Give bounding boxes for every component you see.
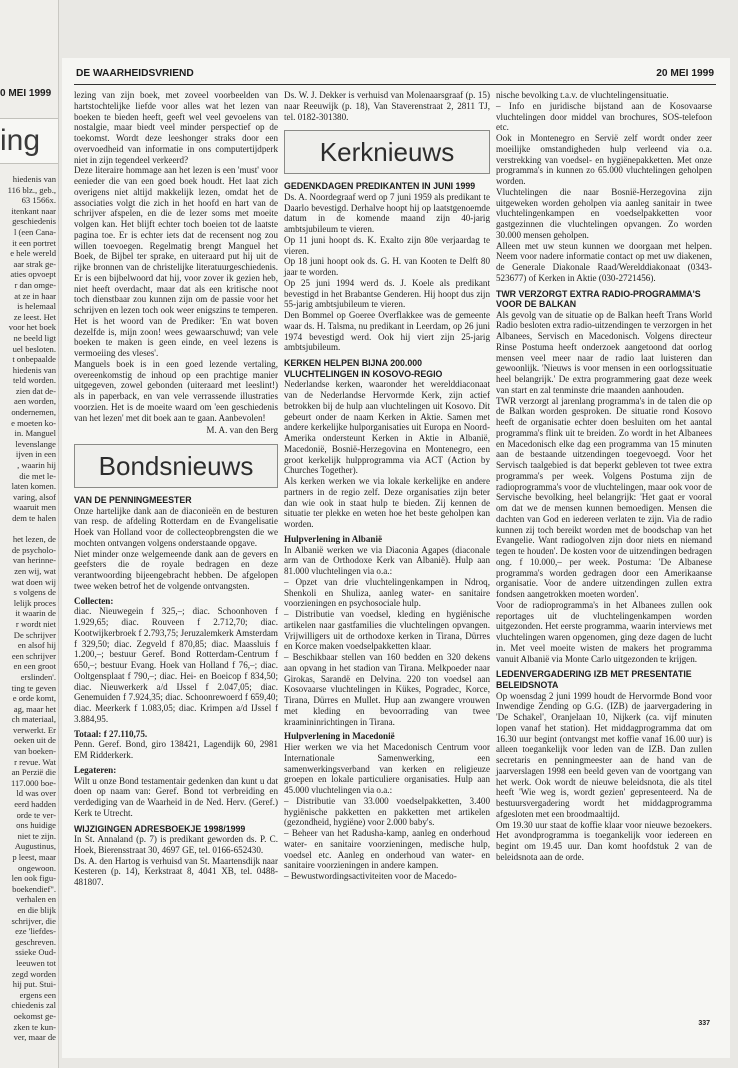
bondsnieuws-section-title: Bondsnieuws (74, 444, 278, 488)
totaal-label: Totaal: f 27.110,75. (74, 728, 148, 739)
previous-page-line: leeuwen tot (16, 957, 56, 968)
previous-page-line: ijven in een (15, 449, 56, 460)
paragraph: – Beschikbaar stellen van 160 bedden en 320 dekens aan opvang in het stadion van Tirana. Melkpoeder naar Girokas, Sarandë en Delvina. 220 ton voedsel aan Kosovaarse vluchtelingen in Kükes, Pogradec, Korce, Tirana, Dürres en Mullet. Hup aan zwangere vrouwen met kleding en bevoorrading van twee kraamininrichtingen in Tirana. (284, 652, 490, 727)
previous-page-line: itenkant naar (11, 205, 56, 216)
previous-page-line: waaruit men (13, 502, 56, 513)
previous-page-line: aen worden, (14, 396, 56, 407)
previous-page-line: teld worden. (13, 375, 56, 386)
previous-page-line: ld was over (16, 788, 56, 799)
previous-page-line: wat doen wij (11, 576, 56, 587)
paragraph: Op 11 juni hoopt ds. K. Exalto zijn 80e verjaardag te vieren. (284, 234, 490, 256)
previous-page-line: ne beeld ligt (13, 332, 56, 343)
paragraph: In Albanië werken we via Diaconia Agapes (diaconale arm van de Orthodoxe Kerk van Albanië). Hulp aan 81.000 vluchtelingen via o.a.: (284, 544, 490, 577)
paragraph: lezing van zijn boek, met zoveel voorbeelden van hartstochtelijke liefde voor alles wat het lezen van boeken te bieden heeft, geeft wel veel gevoelens van nostalgie, maar biedt veel minder perspectief op de toekomst. Wordt deze leeshonger straks door een overvoedheid van informatie in ons computertijdperk niet in zijn tegendeel verkeerd? (74, 90, 278, 165)
previous-page-line: r dan omge- (14, 279, 56, 290)
previous-page-line: s volgens de (13, 587, 56, 598)
paragraph: Vluchtelingen die naar Bosnië-Herzegovina zijn uitgeweken worden geholpen via aanleg sanitair in twee vluchtelingenkampen en voedselpakketten voor gastgezinnen die vluchtelingen opvangen. Zo worden 30.000 mensen geholpen. (496, 186, 712, 240)
previous-page-line: ondernemen, (11, 407, 56, 418)
kosovo-heading: KERKEN HELPEN BIJNA 200.000 VLUCHTELINGEN IN KOSOVO-REGIO (284, 358, 443, 379)
previous-page-line: ch materiaal, (11, 714, 56, 725)
totaal-text: Penn. Geref. Bond, giro 138421, Lagendijk 60, 2981 EM Ridderkerk. (74, 739, 278, 761)
paragraph: Hier werken we via het Macedonisch Centrum voor Internationale Samenwerking, een samenwerkingsverband van kerken en religieuze groepen en lokale particuliere organisaties. Hulp aan 45.000 vluchtelingen via o.a.: (284, 742, 490, 796)
previous-page-line: oeken uit de (14, 735, 56, 746)
paragraph: Deze literaire hommage aan het lezen is een 'must' voor eenieder die van een goed boek houdt. Het laat zich overigens niet altijd makkelijk lezen, omdat het de associaties volgt die zich in het hoofd en hart van de schrijver afspelen, en die de lezer soms met moeite volgen kan. Het blijft echter toch boeien tot de laatste pagina toe. Er is echter iets dat de recensent nog zou willen toevoegen. Regelmatig brengt Manguel het Boek, de Bijbel ter sprake, en uiteraard put hij uit de rijke bronnen van de christelijke literatuurgeschiedenis. Er is een bijbelwoord dat hij, voor zover ik gezien heb, niet heeft overdacht, maar dat als een kritische noot toch dienstbaar zou kunnen zijn om de passie voor het schrijven en lezen toch ook weer enigszins te temperen. Het is het woord van de Prediker: 'En wat boven dezelfde is, mijn zoon! wees gewaarschuwd; van vele boeken te maken is geen einde, en veel lezens is vermoeiing des vleses'. (74, 165, 278, 358)
previous-page-line: aar strak ge- (13, 258, 56, 269)
previous-page-line: schrijver, die (11, 915, 56, 926)
previous-page-line: Augustinus, (14, 841, 56, 852)
previous-page-line: en die blijk (17, 904, 56, 915)
previous-page-line: ze leest. Het (13, 311, 56, 322)
previous-page-line: uel besloten. (12, 343, 56, 354)
previous-page-line: e moeten ko- (11, 417, 56, 428)
previous-page-line: ssieke Oud- (15, 947, 56, 958)
previous-page-line: boekendief". (12, 883, 56, 894)
previous-page-line: laten komen. (11, 481, 56, 492)
column-2 (284, 90, 490, 882)
previous-page-line: zegd worden (11, 968, 56, 979)
paragraph: Als gevolg van de situatie op de Balkan heeft Trans World Radio besloten extra radio-uitzendingen te verzorgen in het Albanees, Servisch en Macedonisch. Volgens directeur Rinse Postuma heeft onderzoek aangetoond dat oorlog mensen veel meer naar de radio laat luisteren dan gewoonlijk. 'Nieuws is voor mensen in een oorlogssituatie heel belangrijk.' De extra programmering gaat deze week van start en zal tenminste drie maanden aanhouden. (496, 309, 712, 395)
adresboekje-text-1: In St. Annaland (p. 7) is predikant geworden ds. P. C. Hoek, Bierensstraat 30, 4697 GE, tel. 0166-652430. (74, 834, 278, 855)
page-number: 337 (698, 1020, 710, 1027)
kosovo-continued-text (496, 90, 712, 284)
paragraph: – Opzet van drie vluchtelingenkampen in Ndroq, Shenkoli en Shuliza, aanleg water- en sanitaire voorzieningen en psychosociale hulp. (284, 576, 490, 609)
previous-page-line: geschreven. (15, 936, 56, 947)
publication-title: DE WAARHEIDSVRIEND (76, 68, 194, 79)
previous-page-line: ag, maar het (13, 703, 56, 714)
paragraph: Ds. A. Noordegraaf werd op 7 juni 1959 als predikant te Daarlo bevestigd. Derhalve hoopt hij op laatstgenoemde datum in de komende maand zijn 40-jarig ambtsjubileum te vieren. (284, 191, 490, 235)
paragraph: Nederlandse kerken, waaronder het werelddiaconaat van de Nederlandse Hervormde Kerk, zijn actief betrokken bij de hulp aan vluchtelingen uit Kosovo. Dit gebeurt onder de naam Kerken in Aktie. Samen met andere kerkelijke hulporganisaties uit Europa en Noord-Amerika ondersteunt Kerken in Aktie in Albanië, Macedonië, Bosnië-Herzegovina en Montenegro, een groot kerkelijk hulpprogramma via ACT (Action by Churches Together). (284, 379, 490, 476)
newspaper-page (62, 58, 730, 1058)
previous-page-line: die met le- (19, 470, 56, 481)
previous-page-line: eerd hadden (14, 799, 56, 810)
previous-page-line: hiedenis van (12, 364, 56, 375)
previous-page-line: ting te geven (11, 682, 56, 693)
previous-page-line: De schrijver (13, 629, 56, 640)
previous-page-text (0, 174, 56, 1043)
previous-page-line: van herinne- (12, 555, 56, 566)
previous-page-line: it een portret (12, 237, 56, 248)
previous-page-line: ongewoon. (18, 862, 56, 873)
previous-page-line: ver, maar de (13, 1032, 56, 1043)
previous-page-line: hiedenis van (12, 174, 56, 184)
previous-page-line: de psycholo- (11, 544, 56, 555)
previous-page-line: r wordt niet (15, 618, 56, 629)
gedenkdagen-text (284, 192, 490, 353)
paragraph: – Distributie van 33.000 voedselpakketten, 3.400 hygiënische pakketten en pakketten met artikelen (gezondheid, hygiëne) voor 2.000 baby's. (284, 795, 490, 828)
previous-page-line: zken te kun- (13, 1021, 56, 1032)
macedonie-subheading: Hulpverlening in Macedonië (284, 731, 395, 742)
legateren-label: Legateren: (74, 764, 117, 775)
previous-page-line: erslinden'. (20, 671, 56, 682)
previous-page-line: e hele wereld (10, 248, 56, 259)
collecten-list: diac. Nieuwegein f 325,–; diac. Schoonhoven f 1.929,65; diac. Rouveen f 2.712,70; diac. Kootwijkerbroek f 2.793,75; Jeruzalemkerk Amsterdam f 329,50; diac. Zegveld f 870,85; diac. Maassluis f 1.200,–; bestuur Geref. Bond Rotterdam-Centrum f 650,–; bestuur Evang. Hoek van Holland f 76,–; diac. Ooltgensplaat f 790,–; diac. Hei- en Boeicop f 834,50; diac. Nieuwerkerk a/d IJssel f 2.047,05; diac. Genemuiden f 7.924,35; diac. Schoonrewoerd f 659,40; diac. Meerkerk f 1.083,05; diac. Krimpen a/d IJssel f 3.884,95. (74, 606, 278, 724)
kosovo-text (284, 379, 490, 530)
previous-page-line: is helemaal (17, 301, 56, 312)
previous-page-line: niet te zijn. (17, 830, 56, 841)
previous-page-line: an Perzië die (11, 767, 56, 778)
previous-page-line: oekomst ge- (13, 1010, 56, 1021)
collecten-label: Collecten: (74, 595, 114, 606)
previous-page-line: eze 'liefdes- (15, 926, 56, 937)
previous-page-line: ergens een (19, 989, 56, 1000)
previous-page-line: p leest, maar (12, 852, 56, 862)
paragraph: Ook in Montenegro en Servië zelf wordt onder zeer moeilijke omstandigheden hulp verleend via o.a. verstrekking van voedsel- en hygiënepakketten. Met onze programma's in kunnen zo 65.000 vluchtelingen geholpen worden. (496, 133, 712, 186)
penningmeester-text-2: Niet minder onze welgemeende dank aan de gevers en geefsters die de royale bedragen en deze verantwoording bijeengebracht hebben. De afgelopen twee weken betrof het de volgende ontvangsten. (74, 548, 278, 591)
paragraph: Om 19.30 uur staat de koffie klaar voor nieuwe bezoekers. Het avondprogramma is toegankelijk voor iedereen en begint om 19.45 uur. Dan komt hoofdstuk 2 van de beleidsnota aan de orde. (496, 819, 712, 862)
paragraph: Voor de radioprogramma's in het Albanees zullen ook reportages uit de vluchtelingenkampen worden uitgezonden. Het eerste programma, waarin interviews met vluchtelingen waren opgenomen, ging deze dagen de lucht in. Met veel moeite wisten de makers het programma vanuit Albanië via Monte Carlo uitgezonden te krijgen. (496, 599, 712, 664)
twr-text (496, 310, 712, 665)
previous-page-line: t onbepaalde (12, 354, 56, 365)
penningmeester-text: Onze hartelijke dank aan de diaconieën en de besturen van resp. de afdeling Rotterdam en de Evangelisatie Hoek van Holland voor de collecteopbrengsten die we mochten ontvangen volgens onderstaande opgave. (74, 505, 278, 548)
albanie-text (284, 545, 490, 728)
previous-page-line: zen wij, wat (14, 565, 56, 576)
previous-page-line: 63 1566x. (21, 195, 56, 206)
paragraph: – Beheer van het Radusha-kamp, aanleg en onderhoud water- en sanitaire voorzieningen, medische hulp, voedsel etc. Aanleg en onderhoud van water- en sanitaire voorzieningen in andere kampen. (284, 828, 490, 871)
previous-page-line: en een groot (13, 661, 56, 672)
paragraph: nische bevolking t.a.v. de vluchtelingensituatie. (496, 90, 669, 100)
issue-date: 20 MEI 1999 (656, 68, 714, 79)
previous-page-line: e orde komt, (12, 693, 56, 704)
izb-text (496, 691, 712, 863)
previous-page-line: dem te halen (12, 513, 56, 523)
paragraph: – Distributie van voedsel, kleding en hygiënische artikelen naar gastfamilies die vluchtelingen opvangen. Vrijwilligers uit de orthodoxe kerken in Tirana, Dürres en Korce maken voedselpakketten klaar. (284, 609, 490, 652)
paragraph: Den Bommel op Goeree Overflakkee was de gemeente waar ds. H. Talsma, nu predikant in Leerdam, op 26 juni 1974 bevestigd werd. Ook hij viert zijn 25-jarig ambtsjubileum. (284, 310, 490, 353)
albanie-subheading: Hulpverlening in Albanië (284, 533, 383, 544)
previous-page-heading-fragment: ing (0, 118, 58, 164)
previous-page-line: 116 blz., geb., (7, 184, 56, 195)
column-3 (496, 90, 712, 863)
previous-page-line: at ze in haar (14, 290, 56, 301)
running-header (74, 66, 716, 85)
gedenkdagen-heading: GEDENKDAGEN PREDIKANTEN IN JUNI 1999 (284, 181, 476, 192)
paragraph: Manguels boek is in een goed lezende vertaling, overeenkomstig de inhoud op een prachtige manier uitgegeven, zowel gebonden (uiteraard met leeslint!) als in paperback, en van vele verrassende illustraties voorzien. Het is de moeite waard om 'een geschiedenis van het lezen' met dit boek aan te gaan. Aanbevolen! (74, 358, 278, 423)
paragraph: Op 18 juni hoopt ook ds. G. H. van Kooten te Delft 80 jaar te worden. (284, 256, 490, 278)
previous-page-line: orde te ver- (16, 809, 56, 820)
paragraph: Als kerken werken we via lokale kerkelijke en andere partners in de regio zelf. Deze organisaties zijn beter dan wie ook in staat hulp te bieden. Zij kennen de situatie ter plekke en weten hoe het beste geholpen kan worden. (284, 476, 490, 530)
previous-page-line: chiedenis zal (11, 1000, 56, 1011)
macedonie-text (284, 742, 490, 882)
previous-page-line: ons huidige (16, 820, 56, 831)
paragraph: – Bewustwordingsactiviteiten voor de Macedo- (284, 871, 457, 882)
review-signature: M. A. van den Berg (206, 425, 278, 436)
previous-page-line: 117.000 boe- (10, 777, 56, 788)
previous-page-line: verhalen en (16, 894, 56, 905)
dekker-address-change: Ds. W. J. Dekker is verhuisd van Molenaarsgraaf (p. 15) naar Reeuwijk (p. 18), Van Staverenstraat 2, 2811 TJ, tel. 0182-301380. (284, 90, 490, 122)
previous-page-line: het lezen, de (12, 534, 56, 545)
paragraph: – Info en juridische bijstand aan de Kosovaarse vluchtelingen door middel van brochures, SOS-telefoon etc. (496, 100, 712, 133)
previous-page-line: lelijk proces (13, 597, 56, 608)
previous-page-line: varing, alsof (13, 491, 56, 502)
previous-page-line: verwerkt. Er (13, 724, 56, 735)
column-1 (74, 90, 278, 888)
previous-page-line: r revue. Wat (14, 756, 56, 767)
previous-page-line: , waarin hij (17, 460, 56, 471)
izb-heading: LEDENVERGADERING IZB MET PRESENTATIE BELEIDSNOTA (496, 669, 692, 691)
penningmeester-heading: VAN DE PENNINGMEESTER (74, 495, 192, 505)
previous-page-line: hij put. Stui- (12, 979, 56, 990)
previous-page-line: voor het boek (8, 322, 56, 333)
twr-heading: TWR VERZORGT EXTRA RADIO-PROGRAMMA'S VOOR DE BALKAN (496, 288, 701, 310)
previous-page-date: 0 MEI 1999 (0, 88, 52, 99)
paragraph: Op woensdag 2 juni 1999 houdt de Hervormde Bond voor Inwendige Zending op G.G. (IZB) de jaarvergadering in 'De Schakel', Oranjelaan 10, Nijkerk (ca. vijf minuten lopen vanaf het station). Het middagprogramma dat om 16.30 uur begint (ontvangst met koffie vanaf 16.00 uur) is alleen toegankelijk voor leden van de IZB. Dan zullen secretaris en penningmeester aan de hand van de jaarverslagen 1998 een beeld geven van de voortgang van het werk. Ook wordt de nieuwe beleidsnota, die als titel heeft 'Wie weg is, wordt gezien' gepresenteerd. Na de bestuursvergadering wordt het middagprogramma afgesloten met een broodmaaltijd. (496, 690, 712, 819)
previous-page-line: it waarin de (15, 608, 56, 619)
previous-page-line: levenslange (15, 438, 56, 449)
previous-page-line (0, 524, 56, 535)
previous-page-line: aties opvoept (10, 269, 56, 280)
previous-page-line: en alsof hij (17, 640, 56, 651)
previous-page-line: len ook figu- (11, 873, 56, 884)
previous-page-line: l (een Cana- (14, 226, 56, 237)
previous-page-line: zien dat de- (15, 385, 56, 396)
paragraph: Alleen met uw steun kunnen we doorgaan met helpen. Neem voor nadere informatie contact op met uw diakenen, de Generale Diakonale Raad/Werelddiakonaat (0343-523677) of Kerken in Aktie (030-2721456). (496, 240, 712, 283)
previous-page-line: geschiedenis (12, 216, 56, 227)
previous-page-edge (0, 0, 59, 1068)
paragraph: Op 25 juni 1994 werd ds. J. Koele als predikant bevestigd in het Brabantse Genderen. Hij hoopt dus zijn 55-jarig ambtsjubileum te vieren. (284, 277, 490, 310)
previous-page-line: een schrijver (11, 650, 56, 661)
legateren-text: Wilt u onze Bond testamentair gedenken dan kunt u dat doen op naam van: Geref. Bond tot verbreiding en verdediging van de Waarheid in de Ned. Herv. (Geref.) Kerk te Utrecht. (74, 775, 278, 818)
previous-page-line: van boeken- (13, 746, 56, 757)
book-review-text (74, 90, 278, 423)
paragraph: TWR verzorgt al jarenlang programma's in de talen die op de Balkan worden gesproken. De situatie rond Kosovo heeft de organisatie echter doen besluiten om het aantal programma's flink uit te breiden. Zo wordt in het Albanees en Macedonisch elke dag een programma van 15 minuten aan de bestaande uitzendingen toegevoegd. Voor het Servisch taalgebied is dat beperkt gebleven tot twee extra programma's per week. Volgens Postuma zijn de radioprogramma's voor de vluchtelingen, maar ook voor de Servische bevolking, heel belangrijk: 'Het gaat er vooral om dat we de mensen kunnen bemoedigen. Mensen die dachten van God en iedereen verlaten te zijn. Via de radio kunnen zij toch bereikt worden met de boodschap van het Evangelie. Want radiogolven zijn door niets en niemand tegen te houden'. De kosten voor de uitzendingen bedragen ong. f 10.000,– per week. Postuma: 'De Albanese programma's worden gedragen door een Amerikaanse organisatie. Voor de andere uitzendingen zullen extra fondsen aangetrokken moeten worden'. (496, 395, 712, 600)
adresboekje-text-2: Ds. A. den Hartog is verhuisd van St. Maartensdijk naar Kesteren (p. 14), Kerkstraat 8, 4041 XB, tel. 0488-481807. (74, 855, 278, 888)
adresboekje-heading: WIJZIGINGEN ADRESBOEKJE 1998/1999 (74, 823, 246, 834)
kerknieuws-section-title: Kerknieuws (284, 130, 490, 174)
previous-page-line: in. Manguel (14, 428, 56, 439)
